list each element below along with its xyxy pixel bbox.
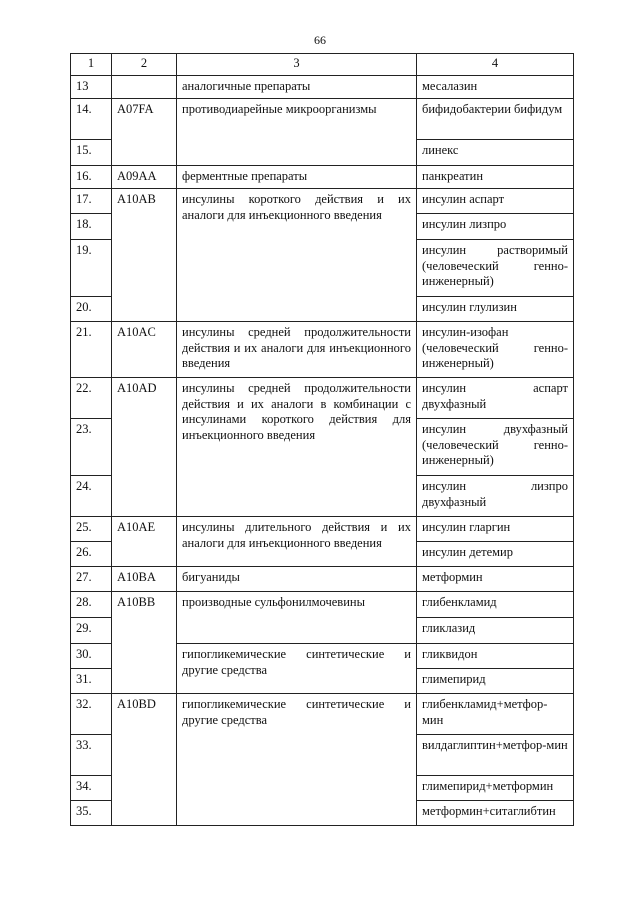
table-row (71, 189, 574, 214)
drug-group: инсулины средней продолжительности действия и их аналоги для инъекционного введения (177, 322, 417, 378)
drug-group: гипогликемические синтетические и другие средства (177, 644, 417, 694)
atc-code: A10BD (112, 694, 177, 826)
drug-name: месалазин (417, 76, 574, 99)
row-number: 31. (71, 669, 112, 694)
row-number: 30. (71, 644, 112, 669)
drug-name: инсулин аспарт двухфазный (417, 378, 574, 419)
drug-name: инсулин растворимый (человеческий генно-инженерный) (417, 240, 574, 297)
table-row (71, 99, 574, 140)
row-number: 17. (71, 189, 112, 214)
drug-group: инсулины средней продолжительности действия и их аналоги в комбинации с инсулинами короткого действия для инъекционного введения (177, 378, 417, 517)
drug-name: инсулин глулизин (417, 297, 574, 322)
drug-group: бигуаниды (177, 567, 417, 592)
row-number: 18. (71, 214, 112, 240)
row-number: 35. (71, 801, 112, 826)
drug-name: инсулин двухфазный (человеческий генно-инженерный) (417, 419, 574, 476)
drug-name: глимепирид+метформин (417, 776, 574, 801)
table-row (71, 76, 574, 99)
atc-code: A10AE (112, 517, 177, 567)
table-row (71, 166, 574, 189)
column-header-code: 2 (112, 54, 177, 76)
row-number: 13 (71, 76, 112, 99)
row-number: 24. (71, 476, 112, 517)
atc-code: A10AB (112, 189, 177, 322)
row-number: 14. (71, 99, 112, 140)
drug-name: метформин+ситаглибтин (417, 801, 574, 826)
table-row (71, 517, 574, 542)
atc-code (112, 76, 177, 99)
table-row (71, 378, 574, 419)
drug-group: инсулины короткого действия и их аналоги для инъекционного введения (177, 189, 417, 322)
row-number: 21. (71, 322, 112, 378)
drug-name: вилдаглиптин+метфор-мин (417, 735, 574, 776)
row-number: 26. (71, 542, 112, 567)
row-number: 33. (71, 735, 112, 776)
atc-code: A10BA (112, 567, 177, 592)
drug-group: ферментные препараты (177, 166, 417, 189)
row-number: 34. (71, 776, 112, 801)
atc-code: A10AC (112, 322, 177, 378)
row-number: 19. (71, 240, 112, 297)
drug-name: инсулин аспарт (417, 189, 574, 214)
page-number: 66 (314, 33, 326, 47)
drug-group: аналогичные препараты (177, 76, 417, 99)
drug-classification-table (70, 53, 574, 826)
column-header-drug: 4 (417, 54, 574, 76)
table-row (71, 592, 574, 618)
table-row (71, 322, 574, 378)
drug-name: инсулин лизпро двухфазный (417, 476, 574, 517)
drug-name: глибенкламид+метфор-мин (417, 694, 574, 735)
row-number: 29. (71, 618, 112, 644)
column-header-group: 3 (177, 54, 417, 76)
drug-name: метформин (417, 567, 574, 592)
table-header-row (71, 54, 574, 76)
row-number: 32. (71, 694, 112, 735)
drug-group: противодиарейные микроорганизмы (177, 99, 417, 166)
row-number: 15. (71, 140, 112, 166)
row-number: 23. (71, 419, 112, 476)
column-header-number: 1 (71, 54, 112, 76)
drug-name: гликвидон (417, 644, 574, 669)
row-number: 25. (71, 517, 112, 542)
row-number: 16. (71, 166, 112, 189)
row-number: 28. (71, 592, 112, 618)
table-row (71, 567, 574, 592)
drug-name: панкреатин (417, 166, 574, 189)
drug-group: инсулины длительного действия и их аналоги для инъекционного введения (177, 517, 417, 567)
drug-name: линекс (417, 140, 574, 166)
drug-name: инсулин лизпро (417, 214, 574, 240)
atc-code: A07FA (112, 99, 177, 166)
drug-name: гликлазид (417, 618, 574, 644)
drug-name: глибенкламид (417, 592, 574, 618)
drug-group: гипогликемические синтетические и другие средства (177, 694, 417, 826)
drug-name: инсулин-изофан (человеческий генно-инженерный) (417, 322, 574, 378)
drug-name: бифидобактерии бифидум (417, 99, 574, 140)
row-number: 20. (71, 297, 112, 322)
atc-code: A10AD (112, 378, 177, 517)
drug-name: инсулин детемир (417, 542, 574, 567)
atc-code: A10BB (112, 592, 177, 694)
row-number: 22. (71, 378, 112, 419)
drug-group: производные сульфонилмочевины (177, 592, 417, 644)
row-number: 27. (71, 567, 112, 592)
drug-name: глимепирид (417, 669, 574, 694)
drug-name: инсулин гларгин (417, 517, 574, 542)
atc-code: A09AA (112, 166, 177, 189)
table-row (71, 694, 574, 735)
